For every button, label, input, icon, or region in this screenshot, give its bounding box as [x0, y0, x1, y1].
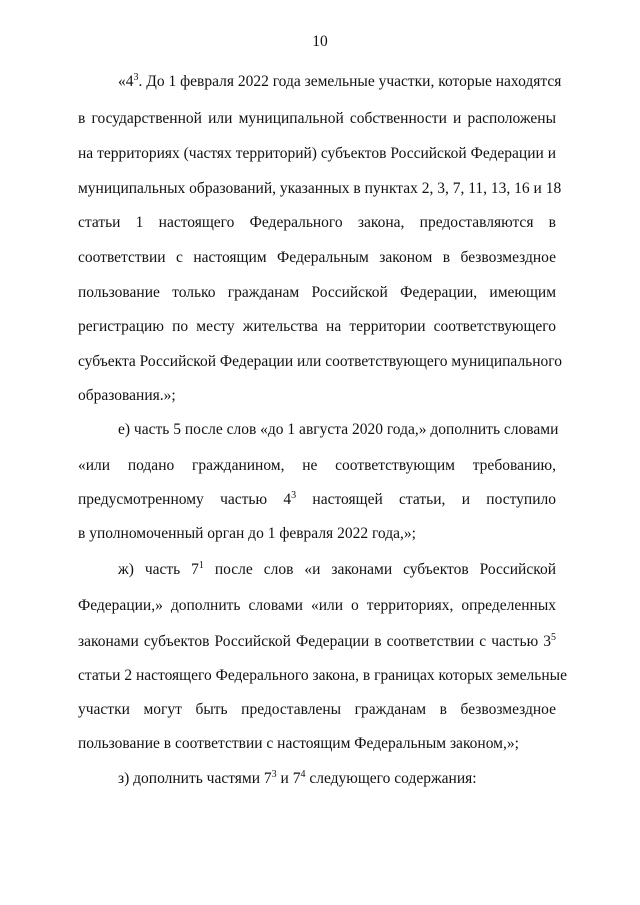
- text-line: [78, 110, 556, 128]
- text-run: субъекта Российской Федерации или соответствующего муниципального: [78, 353, 563, 370]
- text-line: [118, 561, 556, 579]
- text-run: «или подано гражданином, не соответствующим требованию,: [78, 457, 556, 474]
- text-line: [78, 735, 556, 753]
- text-line: [78, 214, 556, 232]
- text-run: законами субъектов Российской Федерации в соответствии с частью 3: [78, 633, 551, 650]
- text-run: участки могут быть предоставлены гражданам в безвозмездное: [78, 701, 556, 718]
- text-run: з) дополнить частями 7: [118, 770, 272, 787]
- text-run: в уполномоченный орган до 1 февраля 2022 года,»;: [78, 525, 416, 542]
- text-line: [78, 145, 556, 163]
- text-run: настоящей статьи, и поступило: [296, 491, 556, 508]
- text-run: пользование в соответствии с настоящим Федеральным законом,»;: [78, 735, 519, 752]
- text-run: е) часть 5 после слов «до 1 августа 2020 года,» дополнить словами: [118, 421, 559, 438]
- text-line: [78, 180, 562, 198]
- text-run: ж) часть 7: [118, 561, 199, 578]
- text-run: в государственной или муниципальной собственности и расположены: [78, 110, 556, 127]
- text-line: [78, 387, 556, 405]
- text-run: соответствии с настоящим Федеральным законом в безвозмездное: [78, 249, 556, 266]
- text-line: [78, 701, 556, 719]
- text-line: [78, 457, 556, 475]
- superscript-index: 3: [271, 769, 277, 780]
- text-run: предусмотренному частью 4: [78, 491, 292, 508]
- text-line: [78, 633, 556, 651]
- text-run: следующего содержания:: [305, 770, 477, 787]
- text-run: образования.»;: [78, 387, 176, 404]
- text-run: пользование только гражданам Российской Федерации, имеющим: [78, 284, 556, 301]
- text-line: [78, 491, 556, 509]
- text-line: [118, 421, 559, 439]
- text-line: [78, 525, 556, 543]
- text-run: Федерации,» дополнить словами «или о территориях, определенных: [78, 597, 556, 614]
- text-line: [118, 770, 556, 788]
- superscript-index: 1: [198, 560, 204, 571]
- text-run: регистрацию по месту жительства на территории соответствующего: [78, 318, 556, 335]
- text-line: [78, 284, 556, 302]
- text-run: статьи 1 настоящего Федерального закона, предоставляются в: [78, 214, 556, 231]
- text-run: на территориях (частях территорий) субъектов Российской Федерации и: [78, 145, 556, 162]
- text-run: после слов «и законами субъектов Российской: [203, 561, 556, 578]
- text-line: [78, 318, 556, 336]
- superscript-index: 3: [291, 490, 297, 501]
- superscript-index: 4: [300, 769, 306, 780]
- text-run: . До 1 февраля 2022 года земельные участки, которые находятся: [138, 73, 562, 90]
- text-run: статьи 2 настоящего Федерального закона, в границах которых земельные: [78, 667, 567, 684]
- text-run: и 7: [276, 770, 301, 787]
- page-number: 10: [312, 33, 328, 50]
- superscript-index: 3: [133, 72, 139, 83]
- text-line: [78, 597, 556, 615]
- text-line: [118, 72, 562, 91]
- text-run: муниципальных образований, указанных в пунктах 2, 3, 7, 11, 13, 16 и 18: [78, 180, 562, 197]
- superscript-index: 5: [551, 632, 556, 643]
- text-line: [78, 353, 563, 371]
- text-run: «4: [118, 73, 134, 90]
- text-line: [78, 249, 556, 267]
- text-line: [78, 667, 567, 685]
